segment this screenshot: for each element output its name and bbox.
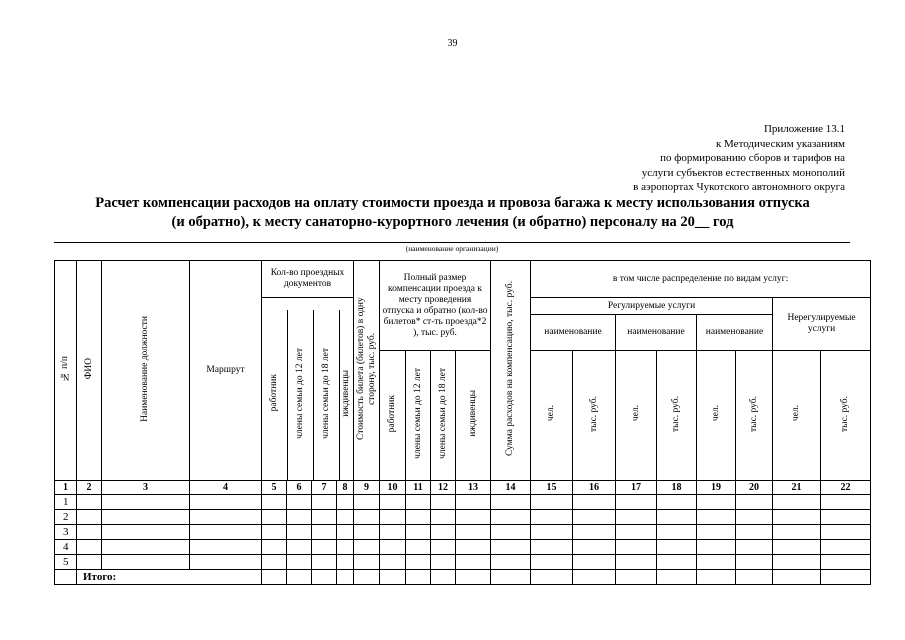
table-cell <box>287 555 312 570</box>
table-cell <box>456 510 491 525</box>
header-docs-group <box>262 261 354 298</box>
table-row <box>55 525 871 540</box>
column-number: 22 <box>821 481 871 495</box>
table-cell <box>821 555 871 570</box>
table-cell <box>616 510 657 525</box>
table-cell <box>354 510 380 525</box>
table-cell <box>337 495 354 510</box>
table-cell <box>406 525 431 540</box>
column-number: 17 <box>616 481 657 495</box>
table-cell <box>55 570 77 585</box>
table-cell <box>380 525 406 540</box>
table-cell <box>697 555 736 570</box>
table-cell <box>573 570 616 585</box>
header-name-3 <box>697 315 773 351</box>
table-cell <box>406 495 431 510</box>
header-cell-16 <box>573 351 616 481</box>
header-full-group <box>380 261 491 351</box>
table-cell <box>657 525 697 540</box>
column-number: 2 <box>77 481 102 495</box>
table-cell <box>573 555 616 570</box>
table-cell <box>380 540 406 555</box>
table-cell <box>77 555 102 570</box>
header-text: чел. <box>546 405 556 422</box>
column-number: 1 <box>55 481 77 495</box>
header-text: Сумма расходов на компенсацию, тыс. руб. <box>505 281 515 456</box>
header-text: в том числе распределение по видам услуг: <box>612 273 789 284</box>
header-cell-12 <box>431 351 456 481</box>
table-cell <box>337 525 354 540</box>
table-cell <box>312 555 337 570</box>
header-text: наименование <box>544 327 602 337</box>
table-cell <box>262 510 287 525</box>
column-number: 20 <box>736 481 773 495</box>
table-cell <box>406 570 431 585</box>
table-cell <box>262 495 287 510</box>
table-cell <box>697 495 736 510</box>
column-number: 14 <box>491 481 531 495</box>
table-cell <box>312 525 337 540</box>
header-text: Полный размер компенсации проезда к месту проведения отпуска и обратно (кол-во билетов* ст-ть проезда*2 ), тыс. руб. <box>382 272 488 338</box>
header-cell-10 <box>380 351 406 481</box>
column-number: 5 <box>262 481 287 495</box>
table-cell <box>337 540 354 555</box>
table-cell <box>456 495 491 510</box>
table-cell <box>431 540 456 555</box>
header-text: иждивенцы <box>467 390 478 437</box>
title-line: Расчет компенсации расходов на оплату стоимости проезда и провоза багажа к месту использования отпуска <box>95 195 810 211</box>
table-cell <box>657 555 697 570</box>
header-services-group <box>531 261 871 298</box>
header-cell-19 <box>697 351 736 481</box>
header-text: наименование <box>627 327 685 337</box>
table-cell <box>736 495 773 510</box>
header-cell-20 <box>736 351 773 481</box>
table-cell <box>736 540 773 555</box>
column-number: 13 <box>456 481 491 495</box>
table-cell <box>431 525 456 540</box>
docs-subtable <box>262 310 353 480</box>
row-number: 5 <box>55 555 77 570</box>
header-text: Маршрут <box>206 365 245 375</box>
column-number: 4 <box>190 481 262 495</box>
document-title <box>40 194 865 232</box>
table-cell <box>697 525 736 540</box>
table-cell <box>312 495 337 510</box>
page-number: 39 <box>447 38 458 49</box>
table-cell <box>616 495 657 510</box>
header-text: Нерегулируемые услуги <box>787 313 856 334</box>
table-cell <box>262 570 287 585</box>
table-cell <box>657 495 697 510</box>
header-cell-4 <box>190 261 262 481</box>
table-cell <box>312 570 337 585</box>
table-cell <box>406 555 431 570</box>
column-number: 10 <box>380 481 406 495</box>
table-cell <box>531 540 573 555</box>
table-cell <box>697 570 736 585</box>
table-cell <box>773 555 821 570</box>
appendix-line: по формированию сборов и тарифов на <box>660 152 845 164</box>
header-text: чел. <box>791 405 801 422</box>
header-regulated <box>531 298 773 315</box>
table-cell <box>380 510 406 525</box>
header-cell-18 <box>657 351 697 481</box>
table-cell <box>491 525 531 540</box>
table-cell <box>354 540 380 555</box>
appendix-line: к Методическим указаниям <box>715 137 845 150</box>
organization-line <box>54 242 850 243</box>
table-cell <box>354 570 380 585</box>
header-text: № п/п <box>60 355 70 382</box>
column-number: 6 <box>287 481 312 495</box>
header-text: тыс. руб. <box>588 395 599 432</box>
header-name-2 <box>616 315 697 351</box>
header-cell-7 <box>314 310 340 480</box>
table-cell <box>380 570 406 585</box>
table-cell <box>287 510 312 525</box>
header-text: члены семьи до 18 лет <box>437 368 448 459</box>
table-row <box>55 555 871 570</box>
header-text: Регулируемые услуги <box>607 300 696 311</box>
table-row <box>55 510 871 525</box>
column-number: 12 <box>431 481 456 495</box>
data-rows <box>55 495 871 570</box>
table-cell <box>616 570 657 585</box>
header-cell-13 <box>456 351 491 481</box>
row-number: 4 <box>55 540 77 555</box>
column-number: 9 <box>354 481 380 495</box>
header-cell-21 <box>773 351 821 481</box>
table-cell <box>616 525 657 540</box>
header-cell-14 <box>491 261 531 481</box>
table-cell <box>456 555 491 570</box>
table-cell <box>337 510 354 525</box>
table-cell <box>821 510 871 525</box>
table-cell <box>262 525 287 540</box>
header-cell-3 <box>102 261 190 481</box>
table-cell <box>573 525 616 540</box>
header-text: члены семьи до 12 лет <box>412 368 423 459</box>
table-cell <box>821 540 871 555</box>
column-number: 15 <box>531 481 573 495</box>
table-cell <box>573 540 616 555</box>
table-cell <box>190 510 262 525</box>
header-cell-5 <box>262 310 288 480</box>
table-cell <box>736 570 773 585</box>
column-number: 7 <box>312 481 337 495</box>
column-number: 19 <box>697 481 736 495</box>
header-text: Кол-во проездных документов <box>270 268 345 289</box>
table-cell <box>491 540 531 555</box>
table-cell <box>773 525 821 540</box>
table-cell <box>616 540 657 555</box>
header-cell-9 <box>354 261 380 481</box>
table-cell <box>287 570 312 585</box>
table-cell <box>102 555 190 570</box>
table-cell <box>406 510 431 525</box>
row-number: 2 <box>55 510 77 525</box>
table-cell <box>102 525 190 540</box>
header-text: тыс. руб. <box>840 395 851 432</box>
table-cell <box>657 510 697 525</box>
header-text: Стоимость билета (билетов) в одну сторону, тыс. руб. <box>355 297 377 440</box>
column-number: 16 <box>573 481 616 495</box>
header-text: члены семьи до 12 лет <box>295 347 305 439</box>
table-cell <box>431 555 456 570</box>
table-cell <box>406 540 431 555</box>
table-cell <box>287 525 312 540</box>
header-cell-11 <box>406 351 431 481</box>
table-cell <box>431 495 456 510</box>
row-number: 3 <box>55 525 77 540</box>
column-number: 11 <box>406 481 431 495</box>
table-cell <box>697 540 736 555</box>
header-cell-1 <box>55 261 77 481</box>
table-cell <box>491 570 531 585</box>
table-cell <box>491 495 531 510</box>
table-cell <box>354 525 380 540</box>
table-cell <box>456 570 491 585</box>
header-cell-15 <box>531 351 573 481</box>
table-cell <box>77 525 102 540</box>
table-cell <box>337 570 354 585</box>
table-cell <box>287 495 312 510</box>
row-number: 1 <box>55 495 77 510</box>
organization-caption: (наименование организации) <box>405 244 499 253</box>
table-cell <box>456 540 491 555</box>
header-cell-6 <box>288 310 314 480</box>
compensation-table <box>54 260 871 585</box>
table-cell <box>380 555 406 570</box>
appendix-line: Приложение 13.1 <box>763 123 845 135</box>
header-text: члены семьи до 18 лет <box>321 347 331 439</box>
appendix-note <box>633 122 845 195</box>
header-text: тыс. руб. <box>748 395 759 432</box>
table-cell <box>573 510 616 525</box>
column-number: 21 <box>773 481 821 495</box>
appendix-line: услуги субъектов естественных монополий <box>641 166 845 179</box>
table-cell <box>354 555 380 570</box>
table-cell <box>77 495 102 510</box>
table-cell <box>431 510 456 525</box>
table-cell <box>262 555 287 570</box>
table-cell <box>312 540 337 555</box>
table-cell <box>531 495 573 510</box>
table-cell <box>736 555 773 570</box>
table-cell <box>773 495 821 510</box>
table-cell <box>190 525 262 540</box>
table-cell <box>190 540 262 555</box>
table-row <box>55 495 871 510</box>
table-cell <box>821 570 871 585</box>
header-text: ФИО <box>83 357 94 380</box>
table-cell <box>736 510 773 525</box>
header-unregulated <box>773 298 871 351</box>
header-cell-17 <box>616 351 657 481</box>
table-cell <box>190 495 262 510</box>
table-cell <box>312 510 337 525</box>
table-cell <box>456 525 491 540</box>
header-cell-22 <box>821 351 871 481</box>
table-cell <box>573 495 616 510</box>
table-cell <box>531 525 573 540</box>
table-cell <box>821 495 871 510</box>
header-cell-8 <box>340 310 354 480</box>
table-cell <box>773 510 821 525</box>
table-cell <box>431 570 456 585</box>
header-text: чел. <box>710 405 721 422</box>
column-numbers-row <box>55 481 871 495</box>
table-cell <box>821 525 871 540</box>
header-name-1 <box>531 315 616 351</box>
table-cell <box>77 540 102 555</box>
table-cell <box>491 510 531 525</box>
table-cell <box>262 540 287 555</box>
table-cell <box>657 570 697 585</box>
table-cell <box>773 570 821 585</box>
table-cell <box>616 555 657 570</box>
header-text: иждивенцы <box>341 369 351 417</box>
column-number: 8 <box>337 481 354 495</box>
table-cell <box>77 510 102 525</box>
table-cell <box>380 495 406 510</box>
header-cell-5-8 <box>262 298 354 481</box>
table-cell <box>337 555 354 570</box>
table-row <box>55 540 871 555</box>
column-number: 18 <box>657 481 697 495</box>
table-cell <box>102 495 190 510</box>
table-cell <box>102 540 190 555</box>
table-cell <box>736 525 773 540</box>
title-line: (и обратно), к месту санаторно-курортного лечения (и обратно) персоналу на 20__ год <box>171 214 734 230</box>
column-number: 3 <box>102 481 190 495</box>
table-cell <box>773 540 821 555</box>
table-cell <box>102 510 190 525</box>
header-cell-2 <box>77 261 102 481</box>
header-text: тыс. руб. <box>671 395 681 432</box>
header-text: наименование <box>705 327 764 337</box>
table-cell <box>190 555 262 570</box>
appendix-line: в аэропортах Чукотского автономного округа <box>633 181 845 193</box>
total-label: Итого: <box>77 570 262 585</box>
table-cell <box>354 495 380 510</box>
header-text: Наименование должности <box>140 315 150 422</box>
table-cell <box>531 555 573 570</box>
table-cell <box>491 555 531 570</box>
total-row <box>55 570 871 585</box>
header-text: чел. <box>630 405 641 422</box>
table-cell <box>657 540 697 555</box>
table-cell <box>697 510 736 525</box>
table-cell <box>531 510 573 525</box>
header-text: работник <box>387 394 397 433</box>
table-cell <box>287 540 312 555</box>
table-cell <box>531 570 573 585</box>
header-text: работник <box>269 374 279 412</box>
